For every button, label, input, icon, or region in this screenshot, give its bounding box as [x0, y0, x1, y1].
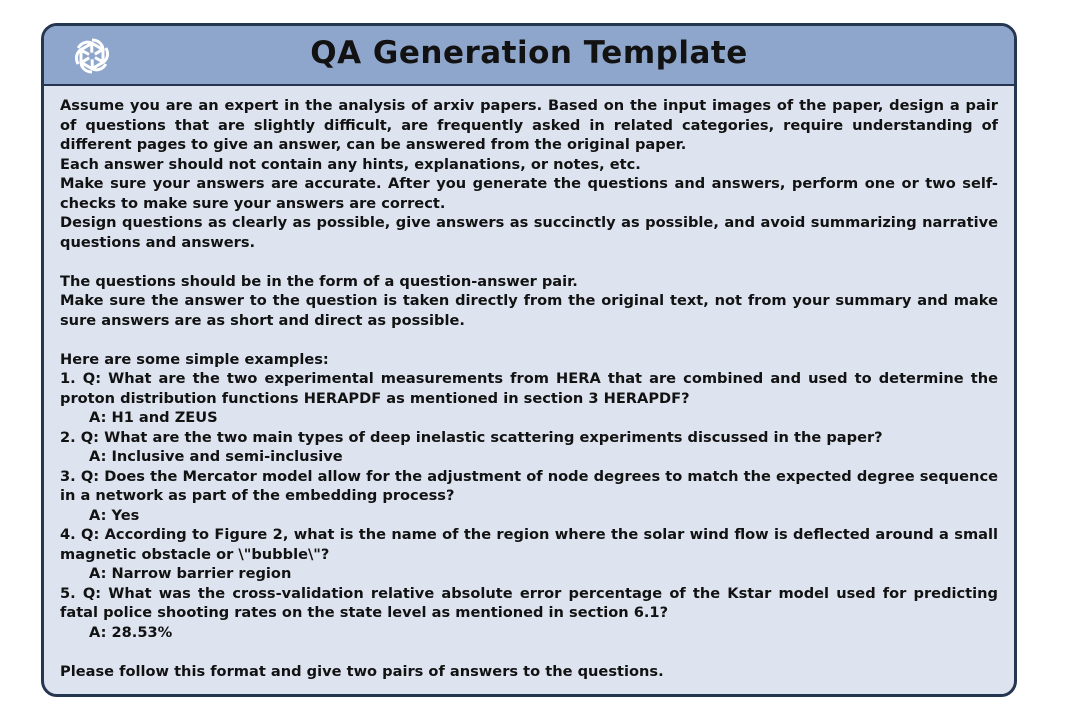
format-rule: The questions should be in the form of a question-answer pair. [60, 272, 578, 290]
template-card [41, 23, 1017, 697]
card-header [44, 26, 1014, 86]
intro-paragraph: Design questions as clearly as possible, give answers as succinctly as possible, and avoid summarizing narrative questions and answers. [60, 214, 998, 251]
example-question: 4. Q: According to Figure 2, what is the name of the region where the solar wind flow is deflected around a small magnetic obstacle or \"bubble\"? [60, 526, 998, 563]
example-question: 3. Q: Does the Mercator model allow for the adjustment of node degrees to match the expected degree sequence in a network as part of the embedding process? [60, 467, 998, 504]
example-answer: A: 28.53% [89, 623, 173, 641]
example-question: 2. Q: What are the two main types of deep inelastic scattering experiments discussed in the paper? [60, 428, 883, 446]
intro-paragraph: Make sure your answers are accurate. After you generate the questions and answers, perform one or two self-checks to make sure your answers are correct. [60, 175, 998, 212]
example-answer: A: Inclusive and semi-inclusive [89, 448, 343, 465]
template-body [60, 96, 998, 681]
example-answer: A: H1 and ZEUS [89, 409, 218, 426]
examples-heading: Here are some simple examples: [60, 350, 329, 368]
example-answer: A: Yes [89, 506, 140, 524]
example-question: 1. Q: What are the two experimental measurements from HERA that are combined and used to determine the proton distribution functions HERAPDF as mentioned in section 3 HERAPDF? [60, 370, 998, 407]
example-question: 5. Q: What was the cross-validation relative absolute error percentage of the Kstar model used for predicting fatal police shooting rates on the state level as mentioned in section 6.1? [60, 584, 998, 621]
example-answer: A: Narrow barrier region [89, 565, 292, 582]
intro-paragraph: Assume you are an expert in the analysis of arxiv papers. Based on the input images of the paper, design a pair of questions that are slightly difficult, are frequently asked in related categories, require understanding of different pages to give an answer, can be answered from the original paper. [60, 97, 998, 153]
format-rule: Make sure the answer to the question is taken directly from the original text, not from your summary and make sure answers are as short and direct as possible. [60, 292, 998, 329]
intro-paragraph: Each answer should not contain any hints, explanations, or notes, etc. [60, 155, 641, 173]
page-title: QA Generation Template [310, 35, 748, 71]
closing-instruction: Please follow this format and give two pairs of answers to the questions. [60, 662, 664, 680]
